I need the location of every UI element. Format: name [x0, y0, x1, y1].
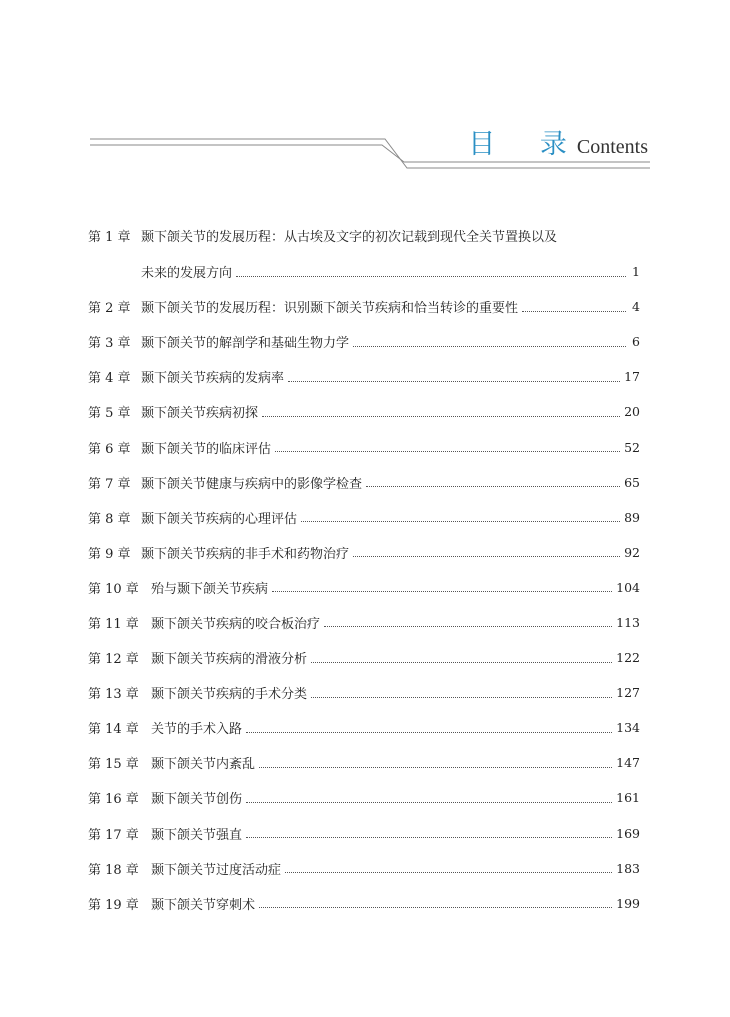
chapter-number: 第 8 章 [88, 511, 131, 527]
page-number: 1 [632, 264, 640, 280]
dot-leader [246, 801, 612, 803]
page-number: 4 [632, 299, 640, 315]
chapter-title: 颞下颌关节创伤 [151, 792, 243, 808]
chapter-number: 第 15 章 [88, 757, 139, 773]
chapter-title: 颞下颌关节的临床评估 [141, 441, 272, 457]
page-number: 104 [616, 579, 640, 595]
toc-entry-12[interactable] [88, 640, 640, 675]
toc-entry-17[interactable] [88, 816, 640, 851]
dot-leader [353, 555, 620, 557]
chapter-number: 第 19 章 [88, 897, 139, 913]
chapter-title: 颞下颌关节穿刺术 [151, 897, 256, 913]
toc-entry-13[interactable] [88, 675, 640, 710]
chapter-number: 第 16 章 [88, 792, 139, 808]
toc-entry-16[interactable] [88, 780, 640, 815]
header-rule [0, 0, 730, 200]
toc-entry-14[interactable] [88, 710, 640, 745]
chapter-title: 颞下颌关节疾病的发病率 [141, 371, 285, 387]
chapter-number: 第 12 章 [88, 652, 139, 668]
chapter-title: 颞下颌关节疾病的滑液分析 [151, 652, 308, 668]
page-number: 20 [624, 404, 640, 420]
chapter-number: 第 10 章 [88, 581, 139, 597]
page-number: 199 [616, 895, 640, 911]
chapter-title: 颞下颌关节疾病的手术分类 [151, 687, 308, 703]
chapter-number: 第 6 章 [88, 441, 131, 457]
dot-leader [259, 906, 612, 908]
chapter-title: 关节的手术入路 [151, 722, 243, 738]
dot-leader [288, 380, 620, 382]
chapter-title: 颞下颌关节内紊乱 [151, 757, 256, 773]
toc-entry-8[interactable] [88, 500, 640, 535]
page-number: 17 [624, 369, 640, 385]
page-number: 169 [616, 825, 640, 841]
chapter-number: 第 2 章 [88, 301, 131, 317]
toc-entry-18[interactable] [88, 851, 640, 886]
toc-entry-9[interactable] [88, 535, 640, 570]
dot-leader [353, 345, 626, 347]
toc-entry-5[interactable] [88, 394, 640, 429]
page-number: 134 [616, 720, 640, 736]
page-number: 161 [616, 790, 640, 806]
page-number: 183 [616, 860, 640, 876]
heading-english: Contents [576, 136, 648, 158]
toc-entry-11[interactable] [88, 605, 640, 640]
page-heading [468, 122, 648, 161]
table-of-contents [88, 216, 640, 921]
dot-leader [236, 275, 626, 277]
dot-leader [246, 836, 612, 838]
dot-leader [275, 450, 620, 452]
toc-entry-2[interactable] [88, 289, 640, 324]
chapter-title: 颞下颌关节疾病初探 [141, 406, 259, 422]
chapter-title: 颞下颌关节的解剖学和基础生物力学 [141, 336, 350, 352]
dot-leader [262, 415, 620, 417]
page-number: 127 [616, 685, 640, 701]
chapter-number: 第 18 章 [88, 862, 139, 878]
toc-entry-3[interactable] [88, 324, 640, 359]
heading-chinese: 目 录 [468, 129, 585, 160]
dot-leader [324, 625, 612, 627]
chapter-number: 第 9 章 [88, 546, 131, 562]
chapter-title: 颞下颌关节过度活动症 [151, 862, 282, 878]
page-number: 6 [632, 334, 640, 350]
dot-leader [301, 520, 620, 522]
dot-leader [311, 696, 612, 698]
dot-leader [272, 590, 612, 592]
page-number: 52 [624, 439, 640, 455]
dot-leader [366, 485, 620, 487]
chapter-number: 第 1 章 [88, 229, 131, 245]
chapter-number: 第 11 章 [88, 616, 139, 632]
page-number: 92 [624, 544, 640, 560]
chapter-title-continued: 未来的发展方向 [141, 266, 233, 282]
chapter-number: 第 17 章 [88, 827, 139, 843]
toc-entry-10[interactable] [88, 570, 640, 605]
dot-leader [522, 310, 626, 312]
page-number: 65 [624, 474, 640, 490]
page-number: 147 [616, 755, 640, 771]
chapter-number: 第 13 章 [88, 687, 139, 703]
chapter-number: 第 4 章 [88, 371, 131, 387]
toc-entry-15[interactable] [88, 745, 640, 780]
chapter-title: 颞下颌关节疾病的心理评估 [141, 511, 298, 527]
toc-entry-1-continued[interactable] [88, 254, 640, 289]
page-number: 113 [616, 614, 640, 630]
dot-leader [246, 731, 612, 733]
chapter-title: 殆与颞下颌关节疾病 [151, 581, 269, 597]
chapter-number: 第 7 章 [88, 476, 131, 492]
toc-entry-4[interactable] [88, 359, 640, 394]
chapter-number: 第 3 章 [88, 336, 131, 352]
toc-entry-1[interactable] [88, 216, 640, 254]
chapter-title: 颞下颌关节的发展历程：识别颞下颌关节疾病和恰当转诊的重要性 [141, 301, 519, 317]
chapter-title: 颞下颌关节健康与疾病中的影像学检查 [141, 476, 363, 492]
toc-entry-19[interactable] [88, 886, 640, 921]
chapter-title: 颞下颌关节疾病的非手术和药物治疗 [141, 546, 350, 562]
toc-entry-6[interactable] [88, 429, 640, 464]
page-number: 89 [624, 509, 640, 525]
dot-leader [259, 766, 612, 768]
toc-entry-7[interactable] [88, 465, 640, 500]
chapter-number: 第 14 章 [88, 722, 139, 738]
chapter-title: 颞下颌关节疾病的咬合板治疗 [151, 616, 321, 632]
chapter-title: 颞下颌关节的发展历程：从古埃及文字的初次记载到现代全关节置换以及 [141, 229, 558, 245]
page-number: 122 [616, 650, 640, 666]
chapter-number: 第 5 章 [88, 406, 131, 422]
dot-leader [285, 871, 612, 873]
dot-leader [311, 661, 612, 663]
chapter-title: 颞下颌关节强直 [151, 827, 243, 843]
